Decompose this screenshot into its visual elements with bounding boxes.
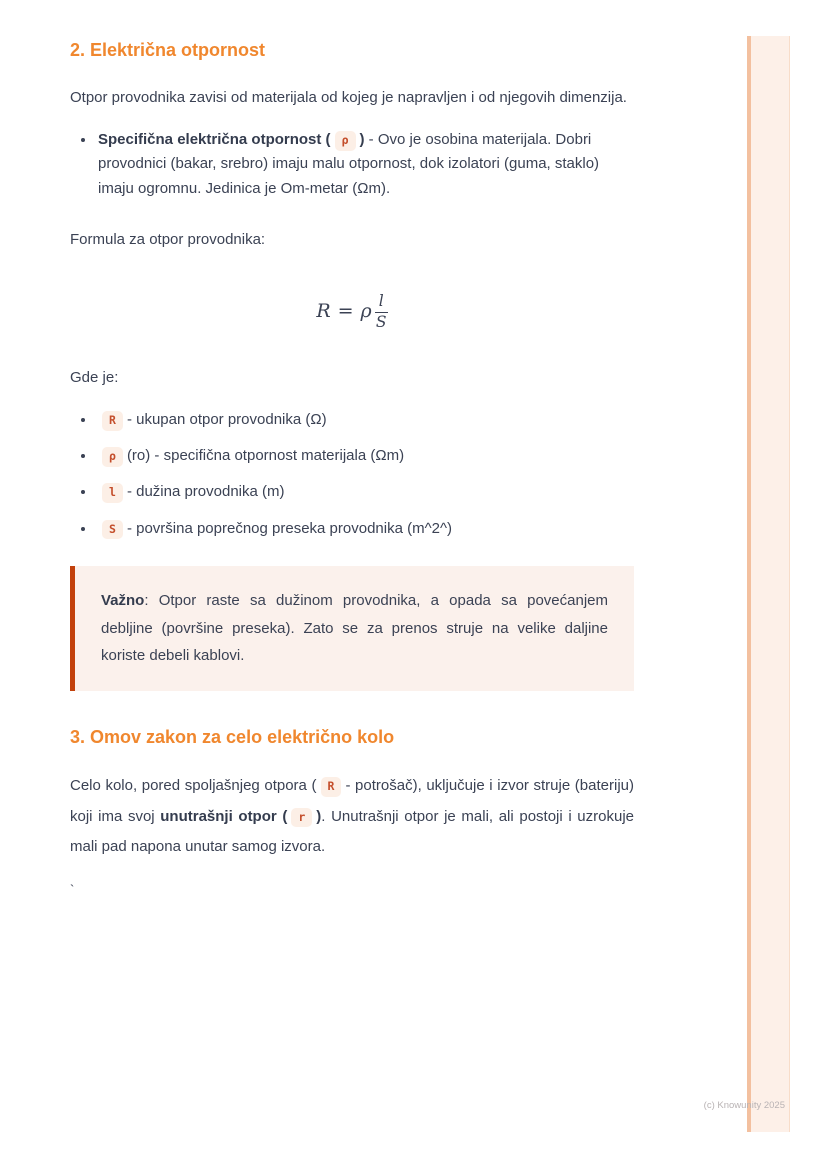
l-code-badge: l — [102, 483, 123, 503]
symbol-description: - ukupan otpor provodnika (Ω) — [126, 410, 327, 428]
symbol-item-rho — [96, 444, 634, 467]
document-content — [70, 0, 634, 896]
important-callout — [70, 566, 634, 691]
R-code-badge: R — [321, 777, 342, 797]
definition-text: - Ovo je osobina materijala. Dobri provodnici (bakar, srebro) imaju malu otpornost, dok izolatori (guma, staklo) imaju ogromnu. Jedinica je Om-metar (Ωm). — [98, 130, 600, 197]
symbol-description: - dužina provodnika (m) — [126, 483, 285, 501]
para-bold-close: ) — [316, 807, 322, 825]
para-bold-lead: unutrašnji otpor ( — [160, 807, 288, 825]
heading-section-2: 2. Električna otpornost — [70, 40, 266, 60]
fraction-numerator: l — [375, 293, 388, 313]
fraction-denominator: S — [375, 312, 387, 331]
callout-text: : Otpor raste sa dužinom provodnika, a opada sa povećanjem debljine (površine preseka). Zato se za prenos struje na velike daljine koriste debeli kablovi. — [101, 591, 608, 665]
definition-bullet-item — [96, 128, 634, 201]
section3-paragraph — [70, 771, 634, 863]
r-code-badge: r — [291, 808, 312, 828]
para-part3: . Unutrašnji otpor je mali, ali postoji i uzrokuje mali pad napona unutar samog izvora. — [70, 807, 635, 856]
symbol-item-R — [96, 408, 634, 431]
stray-backtick: ` — [70, 882, 75, 898]
formula-coefficient: ρ — [360, 300, 372, 323]
symbol-list — [70, 408, 634, 540]
equals-sign: = — [337, 300, 354, 323]
symbol-description: (ro) - specifična otpornost materijala (Ωm) — [126, 447, 405, 465]
intro-paragraph: Otpor provodnika zavisi od materijala od kojeg je napravljen i od njegovih dimenzija. — [70, 88, 627, 106]
R-code-badge: R — [102, 411, 123, 431]
S-code-badge: S — [102, 520, 123, 540]
para-part2: - potrošač), uključuje i izvor struje (bateriju) koji ima svoj — [70, 776, 634, 825]
formula-lhs: R — [316, 300, 331, 323]
heading-section-3: 3. Omov zakon za celo električno kolo — [70, 727, 395, 748]
footer-copyright: (c) Knowunity 2025 — [703, 1100, 785, 1111]
definition-bullet-list — [70, 128, 634, 201]
resistance-formula — [70, 285, 634, 337]
rho-code-badge: ρ — [102, 447, 123, 467]
term-bold-close: ) — [359, 130, 365, 148]
symbol-description: - površina poprečnog preseka provodnika (m^2^) — [126, 519, 453, 537]
fraction — [375, 293, 388, 332]
symbol-item-l — [96, 480, 634, 503]
callout-bold-label: Važno — [101, 591, 145, 609]
page-edge-stripe — [747, 36, 790, 1132]
formula-label: Formula za otpor provodnika: — [70, 230, 266, 248]
where-label: Gde je: — [70, 369, 119, 387]
symbol-item-S — [96, 517, 634, 540]
term-bold-lead: Specifična električna otpornost ( — [98, 130, 331, 148]
rho-code-badge: ρ — [335, 131, 356, 151]
para-part1: Celo kolo, pored spoljašnjeg otpora ( — [70, 776, 317, 794]
